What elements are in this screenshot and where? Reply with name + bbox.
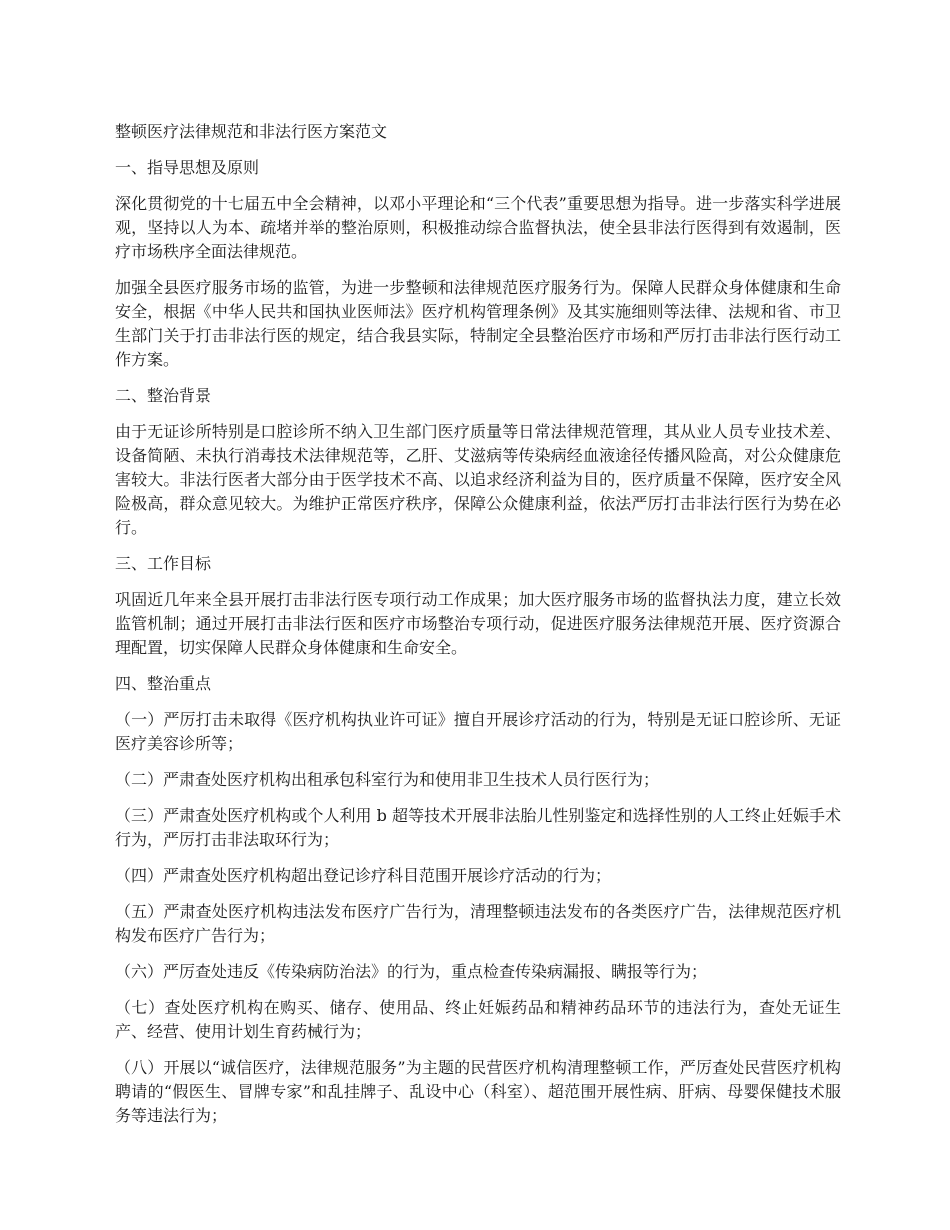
paragraph: 由于无证诊所特别是口腔诊所不纳入卫生部门医疗质量等日常法律规范管理，其从业人员专业技术差、设备简陋、未执行消毒技术法律规范等，乙肝、艾滋病等传染病经血液途径传播风险高，对公众健康危害较大。非法行医者大部分由于医学技术不高、以追求经济利益为目的，医疗质量不保障，医疗安全风险极高，群众意见较大。为维护正常医疗秩序，保障公众健康利益，依法严厉打击非法行医行为势在必行。: [115, 422, 841, 537]
list-item: （四）严肃查处医疗机构超出登记诊疗科目范围开展诊疗活动的行为；: [115, 866, 612, 885]
paragraph: 加强全县医疗服务市场的监管，为进一步整顿和法律规范医疗服务行为。保障人民群众身体健康和生命安全，根据《中华人民共和国执业医师法》医疗机构管理条例》及其实施细则等法律、法规和省、市卫生部门关于打击非法行医的规定，结合我县实际，特制定全县整治医疗市场和严厉打击非法行医行动工作方案。: [115, 278, 841, 369]
section-heading: 二、整治背景: [115, 386, 212, 405]
list-item: （三）严肃查处医疗机构或个人利用 b 超等技术开展非法胎儿性别鉴定和选择性别的人工终止妊娠手术行为，严厉打击非法取环行为；: [115, 806, 841, 849]
section-guiding-principles: [115, 156, 841, 372]
list-item: （一）严厉打击未取得《医疗机构执业许可证》擅自开展诊疗活动的行为，特别是无证口腔诊所、无证医疗美容诊所等；: [115, 710, 841, 753]
section-heading: 四、整治重点: [115, 674, 212, 693]
paragraph: 深化贯彻党的十七届五中全会精神，以邓小平理论和“三个代表”重要思想为指导。进一步落实科学进展观，坚持以人为本、疏堵并举的整治原则，积极推动综合监督执法，使全县非法行医得到有效遏制，医疗市场秩序全面法律规范。: [115, 194, 841, 261]
section-goals: [115, 552, 841, 660]
list-item: （六）严厉查处违反《传染病防治法》的行为，重点检查传染病漏报、瞒报等行为；: [115, 962, 708, 981]
section-heading: 一、指导思想及原则: [115, 158, 260, 177]
list-item: （二）严肃查处医疗机构出租承包科室行为和使用非卫生技术人员行医行为；: [115, 770, 660, 789]
section-heading: 三、工作目标: [115, 554, 212, 573]
document-page: [115, 120, 841, 1140]
section-key-points: [115, 672, 841, 1128]
paragraph: 巩固近几年来全县开展打击非法行医专项行动工作成果；加大医疗服务市场的监督执法力度，建立长效监管机制；通过开展打击非法行医和医疗市场整治专项行动，促进医疗服务法律规范开展、医疗资源合理配置，切实保障人民群众身体健康和生命安全。: [115, 590, 841, 657]
list-item: （五）严肃查处医疗机构违法发布医疗广告行为，清理整顿违法发布的各类医疗广告，法律规范医疗机构发布医疗广告行为；: [115, 902, 841, 945]
list-item: （八）开展以“诚信医疗，法律规范服务”为主题的民营医疗机构清理整顿工作，严厉查处民营医疗机构聘请的“假医生、冒牌专家”和乱挂牌子、乱设中心（科室）、超范围开展性病、肝病、母婴保健技术服务等违法行为；: [115, 1058, 841, 1125]
document-title: 整顿医疗法律规范和非法行医方案范文: [115, 122, 388, 141]
list-item: （七）查处医疗机构在购买、储存、使用品、终止妊娠药品和精神药品环节的违法行为，查处无证生产、经营、使用计划生育药械行为；: [115, 998, 841, 1041]
section-background: [115, 384, 841, 540]
